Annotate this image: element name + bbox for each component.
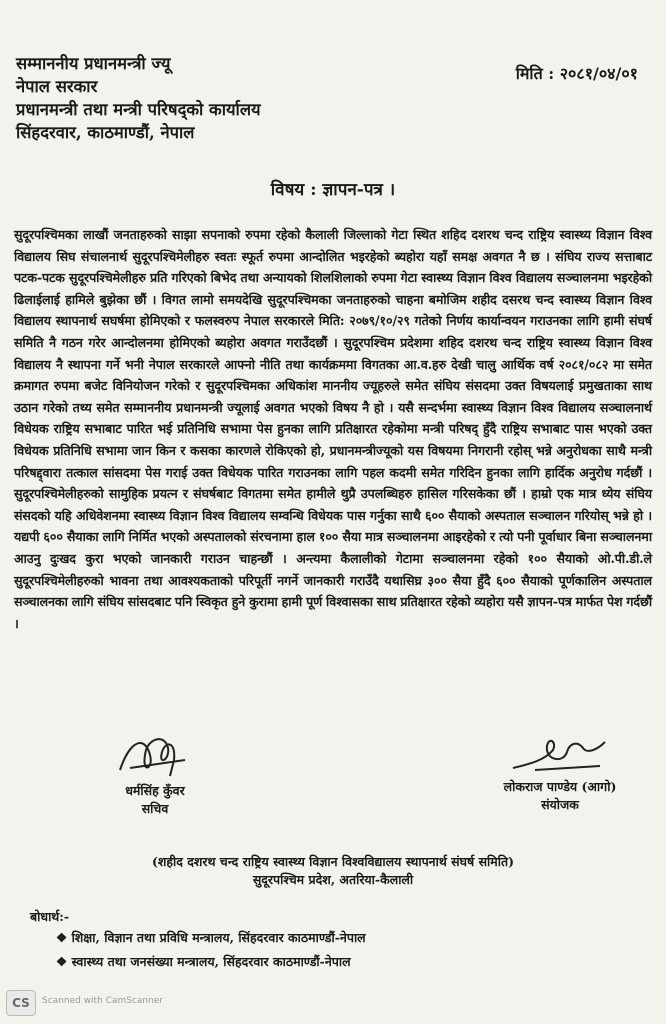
cc-item: ❖ शिक्षा, विज्ञान तथा प्रविधि मन्त्रालय, सिंहदरवार काठमाण्डौं-नेपाल bbox=[56, 926, 366, 950]
letter-date: मिति : २०८१/०४/०१ bbox=[515, 64, 638, 83]
signatory-title: सचिव bbox=[141, 801, 169, 816]
recipient-address bbox=[16, 52, 261, 144]
cc-list bbox=[56, 926, 366, 974]
signatory-name: धर्मसिंह कुँवर bbox=[125, 783, 185, 798]
committee-name: (शहीद दशरथ चन्द राष्ट्रिय स्वास्थ्य विज्ञान विश्वविद्यालय स्थापनार्थ संघर्ष समिति) bbox=[151, 854, 515, 869]
subject-line: विषय : ज्ञापन-पत्र । bbox=[270, 180, 396, 200]
cc-item: ❖ स्वास्थ्य तथा जनसंख्या मन्त्रालय, सिंहदरवार काठमाण्डौं-नेपाल bbox=[56, 950, 366, 974]
letter-body: सुदूरपश्चिमका लाखौं जनताहरुको साझा सपनाको रुपमा रहेको कैलाली जिल्लाको गेटा स्थित शहिद दशरथ चन्द राष्ट्रिय स्वास्थ्य विज्ञान विश्व विद्यालय सिघ संचालनार्थ सुदूरपश्चिमेलीहरु स्वतः स्फूर्त रुपमा आन्दोलित भइरहेको ब्यहोरा यहाँ समक्ष अवगत नै छ । संघिय राज्य सत्ताबाट पटक-पटक सुदूरपश्चिमेलीहरु प्रति गरिएको बिभेद तथा अन्यायको शिलशिलाको रुपमा गेटा स्वास्थ्य विज्ञान विश्व विद्यालय सञ्चालनमा भइरहेको ढिलाईलाई हामिले बुझेका छौं । विगत लामो समयदेखि सुदूरपश्चिमका जनताहरुको चाहना बमोजिम शहीद दसरथ चन्द स्वास्थ्य विज्ञान विश्व विद्यालय स्थापनार्थ सघर्षमा होमिएको र फलस्वरुप नेपाल सरकारले मिति: २०७९/१०/२९ गतेको निर्णय कार्यान्वयन गराउनका लागि हामी संघर्ष समिति नै गठन गरेर आन्दोलनमा होमिएको ब्यहोरा अवगत गराउँदछौं । सुदूरपश्चिम प्रदेशमा शहिद दशरथ चन्द राष्ट्रिय स्वास्थ्य विज्ञान विश्व विद्यालय नै स्थापना गर्ने भनी नेपाल सरकारले आफ्नो नीति तथा कार्यक्रममा विगतका आ.व.हरु देखी चालु आर्थिक वर्ष २०८१/०८२ मा समेत क्रमागत रुपमा बजेट विनियोजन गरेको र सुदूरपश्चिमका अधिकांश माननीय ज्यूहरुले समेत संघिय संसदमा उक्त विषयलाई प्रमुखताका साथ उठान गरेको तथ्य समेत सम्माननीय प्रधानमन्त्री ज्यूलाई अवगत भएको विषय नै हो । यसै सन्दर्भमा स्वास्थ्य विज्ञान विश्व विद्यालय सञ्चालनार्थ विधेयक राष्ट्रिय सभाबाट पारित भई प्रतिनिधि सभामा पेस हुनका लागि प्रतिक्षारत रहेकोमा मन्त्री परिषद् हुँदै राष्ट्रिय सभाबाट पास भएको उक्त विधेयक प्रतिनिधि सभामा जान किन र कसका कारणले रोकिएको हो, प्रधानमन्त्रीज्यूको यस विषयमा निगरानी रहोस् भन्ने अनुरोधका साथै मन्त्री परिषद्द्वारा तत्काल सांसदमा पेस गराई उक्त विधेयक पारित गराउनका लागि पहल कदमी समेत गरिदिन हुनका लागि हार्दिक अनुरोध गर्दछौं । सुदूरपश्चिमेलीहरुको सामुहिक प्रयत्न र संघर्षबाट विगतमा समेत हामीले थुप्रै उपलब्धिहरु हासिल गरिसकेका छौं । हाम्रो एक मात्र ध्येय संघिय संसदको यहि अधिवेशनमा स्वास्थ्य विज्ञान विश्व विद्यालय सम्वन्धि विधेयक पास गर्नुका साथै ६०० सैयाको अस्पताल सञ्चालन गरियोस् भन्ने हो । यद्यपी ६०० सैयाका लागि निर्मित भएको अस्पतालको संरचनामा हाल १०० सैया मात्र सञ्चालनमा आइरहेको र त्यो पनी पूर्वाधार बिना सञ्चालनमा आउनु दुःखद कुरा भएको जानकारी गराउन चाहन्छौं । अन्त्यमा कैलालीको गेटामा सञ्चालनमा रहेको १०० सैयाको ओ.पी.डी.ले सुदूरपश्चिमेलीहरुको भावना तथा आवश्यकताको परिपूर्ती नगर्ने जानकारी गराउँदै यथासिघ्र ३०० सैया हुँदै ६०० सैयाको पूर्णकालिन अस्पताल सञ्चालनका लागि संघिय सांसदबाट पनि स्विकृत हुने कुरामा हामी पूर्ण विश्वासका साथ प्रतिक्षारत रहेको व्यहोरा यसै ज्ञापन-पत्र मार्फत पेश गर्दछौं । bbox=[14, 227, 653, 631]
committee-location: सुदूरपश्चिम प्रदेश, अतरिया-कैलाली bbox=[252, 872, 414, 887]
signature-block-coordinator bbox=[460, 730, 660, 814]
signature-block-secretary bbox=[70, 730, 240, 818]
handwritten-signature-icon bbox=[110, 730, 200, 780]
address-line: प्रधानमन्त्री तथा मन्त्री परिषद्को कार्यालय bbox=[16, 100, 261, 119]
signatory-name: लोकराज पाण्डेय (आगो) bbox=[503, 779, 617, 794]
signatory-title: संयोजक bbox=[541, 797, 579, 812]
scanner-watermark: Scanned with CamScanner bbox=[42, 996, 164, 1006]
camscanner-logo-icon: CS bbox=[6, 990, 36, 1016]
address-line: सिंहदरवार, काठमाण्डौं, नेपाल bbox=[16, 123, 195, 142]
cc-heading: बोधार्थ:- bbox=[30, 909, 70, 924]
handwritten-signature-icon bbox=[505, 730, 615, 776]
address-line: सम्माननीय प्रधानमन्त्री ज्यू bbox=[16, 54, 171, 73]
address-line: नेपाल सरकार bbox=[16, 77, 98, 96]
committee-info bbox=[0, 853, 666, 889]
